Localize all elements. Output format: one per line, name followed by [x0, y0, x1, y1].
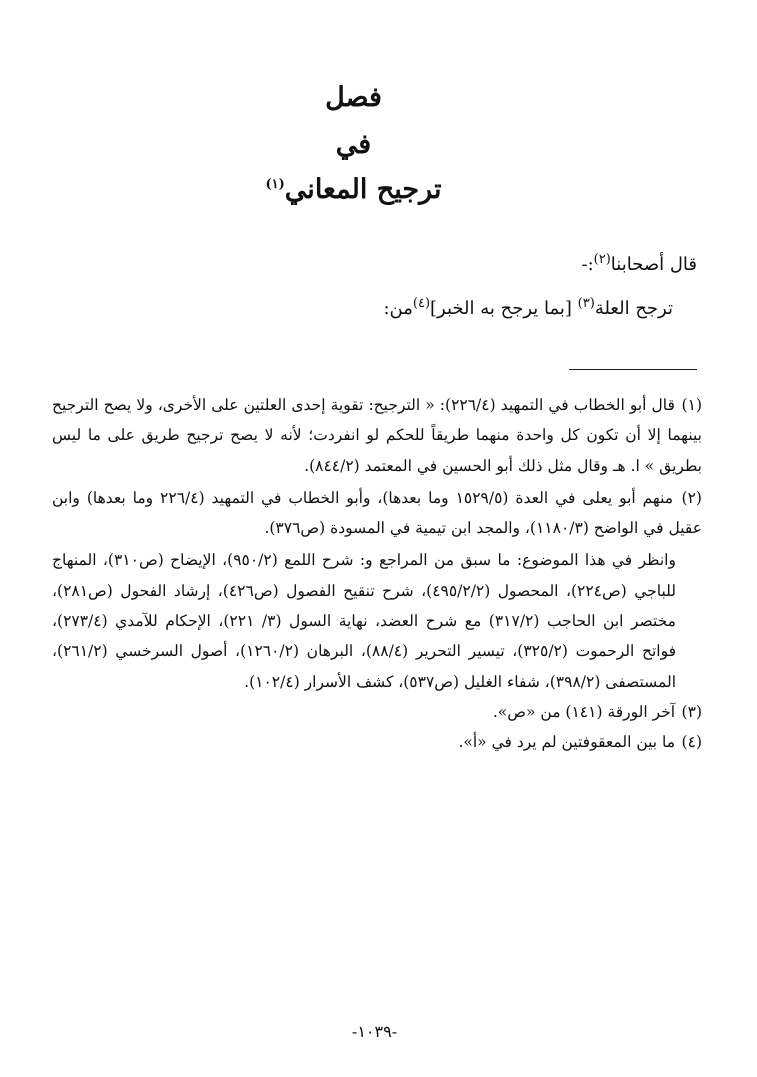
footnote-text: ما بين المعقوفتين لم يرد في «أ». [458, 733, 676, 752]
chapter-heading-text: ترجيح المعاني [284, 174, 442, 205]
footnote-text: منهم أبو يعلى في العدة (١٥٢٩/٥ وما بعدها)، وأبو الخطاب في التمهيد (٢٢٦/٤ وما بعدها) وابن عقيل في الواضح (١١٨٠/٣)، والمجد ابن تيمية في المسودة (ص٣٧٦). [52, 488, 702, 538]
footnote-3 [52, 697, 702, 727]
footnote-1 [52, 390, 702, 481]
footnote-number: (٢) [681, 488, 702, 507]
chapter-heading-line3 [0, 176, 757, 203]
footnote-ref-2[interactable]: (٢) [593, 252, 611, 267]
footnote-text: وانظر في هذا الموضوع: ما سبق من المراجع و: شرح اللمع (٩٥٠/٢)، الإيضاح (ص٣١٠)، المنهاج للباجي (ص٢٢٤)، المحصول (٤٩٥/٢/٢)، شرح تنقيح الفصول (ص٤٢٦)، إرشاد الفحول (ص٢٨١)، مختصر ابن الحاجب (٣١٧/٢) مع شرح العضد، نهاية السول (٣/ ٢٢١)، الإحكام للآمدي (٢٧٣/٤)، فواتح الرحموت (٣٢٥/٢)، تيسير التحرير (٨٨/٤)، البرهان (١٢٦٠/٢)، أصول السرخسي (٢٦١/٢)، المستصفى (٣٩٨/٢)، شفاء الغليل (ص٥٣٧)، كشف الأسرار (١٠٢/٤). [52, 551, 677, 691]
body-line-2-c: من: [383, 298, 413, 319]
footnote-number: (٣) [681, 702, 702, 721]
footnote-ref-1[interactable]: (١) [265, 177, 285, 192]
footnote-number: (٤) [681, 733, 702, 752]
footnote-ref-3[interactable]: (٣) [577, 296, 595, 311]
footnote-4 [52, 727, 702, 757]
page-number: -١٠٣٩- [351, 1022, 398, 1041]
body-line-2-b: [بما يرجح به الخبر] [430, 298, 578, 319]
footnote-text: آخر الورقة (١٤١) من «ص». [492, 702, 676, 721]
body-line-2 [383, 298, 673, 319]
body-line-1-tail: :- [581, 254, 594, 275]
footnote-number: (١) [681, 396, 702, 414]
footnotes [52, 390, 702, 758]
footnote-separator [569, 369, 697, 370]
chapter-heading-line2: في [335, 129, 372, 160]
body-line-1-text: قال أصحابنا [610, 254, 697, 275]
chapter-heading-line1: فصل [325, 82, 382, 113]
footnote-2 [52, 483, 702, 544]
footnote-text: قال أبو الخطاب في التمهيد (٢٢٦/٤): « الترجيح: تقوية إحدى العلتين على الأخرى، ولا يصح الترجيح بينهما إلا أن تكون كل واحدة منهما طريقاً للحكم لو انفردت؛ لأنه لا يصح ترجيح طريق على ما ليس بطريق » ا. هـ وقال مثل ذلك أبو الحسين في المعتمد (٨٤٤/٢). [52, 396, 702, 475]
body-line-1 [582, 254, 698, 275]
footnote-ref-4[interactable]: (٤) [412, 296, 431, 311]
footnote-2-continuation [52, 545, 702, 696]
body-line-2-a: ترجح العلة [594, 298, 673, 319]
